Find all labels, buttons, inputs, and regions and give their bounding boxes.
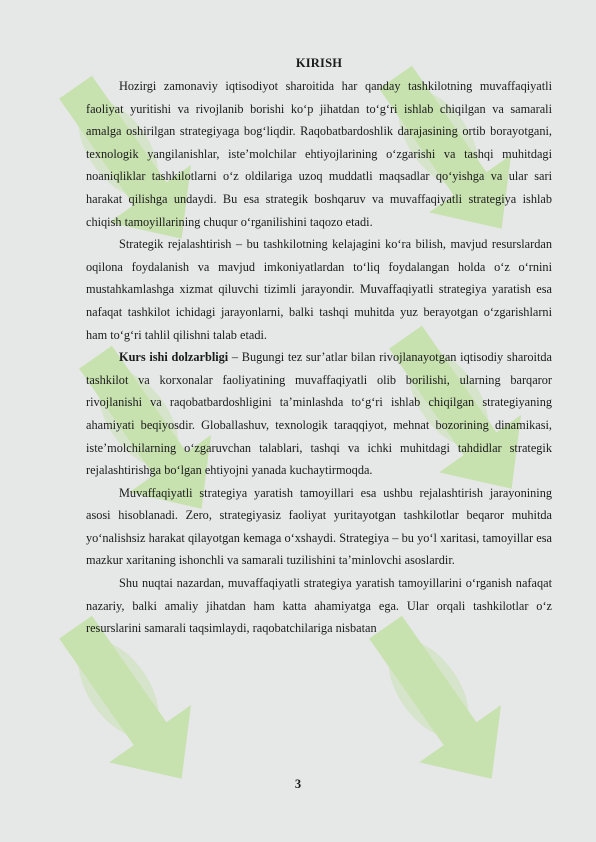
document-title: KIRISH xyxy=(295,56,343,70)
paragraph xyxy=(86,346,552,482)
paragraph xyxy=(86,482,552,572)
document-page xyxy=(86,56,552,640)
paragraph xyxy=(86,233,552,346)
paragraph-text: Shu nuqtai nazardan, muvaffaqiyatli strategiya yaratish tamoyillarini o‘rganish nafaqat nazariy, balki amaliy jihatdan ham katta ahamiyatga ega. Ular orqali tashkilotlar o‘z resurslarini samarali taqsimlaydi, raqobatchilariga nisbatan xyxy=(86,576,552,636)
paragraph xyxy=(86,572,552,640)
paragraph-lead: Kurs ishi dolzarbligi xyxy=(119,350,229,365)
paragraph-text: – Bugungi tez sur’atlar bilan rivojlanayotgan iqtisodiy sharoitda tashkilot va korxonalar faoliyatining muvaffaqiyatli olib borilishi, ularning barqaror rivojlanishi va raqobatbardoshligini ta’minlashda to‘g‘ri ishlab chiqilgan strategiyaning ahamiyati beqiyosdir. Globallashuv, texnologik taraqqiyot, mehnat bozorining dinamikasi, iste’molchilarning o‘zgaruvchan talablari, tashqi va ichki muhitdagi tahdidlar strategik rejalashtirishga bo‘lgan ehtiyojni yanada kuchaytirmoqda. xyxy=(86,350,552,478)
paragraph-text: Hozirgi zamonaviy iqtisodiyot sharoitida har qanday tashkilotning muvaffaqiyatli faoliyat yuritishi va rivojlanib borishi ko‘p jihatdan to‘g‘ri ishlab chiqilgan va samarali amalga oshirilgan strategiyaga bog‘liqdir. Raqobatbardoshlik darajasining ortib borayotgani, texnologik yangilanishlar, iste’molchilar ehtiyojlarining o‘zgarishi va tashqi muhitdagi noaniqliklar tashkilotlarni o‘z oldilariga uzoq muddatli maqsadlar qo‘yishga va ular sari harakat qilishga undaydi. Bu esa strategik boshqaruv va muvaffaqiyatli strategiya ishlab chiqish tamoyillarining chuqur o‘rganilishini taqozo etadi. xyxy=(86,79,552,229)
page-number: 3 xyxy=(294,777,302,791)
paragraph-text: Muvaffaqiyatli strategiya yaratish tamoyillari esa ushbu rejalashtirish jarayonining asosi hisoblanadi. Zero, strategiyasiz faoliyat yuritayotgan tashkilotlar beqaror muhitda yo‘nalishsiz harakat qilayotgan kemaga o‘xshaydi. Strategiya – bu yo‘l xaritasi, tamoyillar esa mazkur xaritaning ishonchli va samarali tuzilishini ta’minlovchi asoslardir. xyxy=(86,485,552,568)
paragraph xyxy=(86,75,552,233)
paragraph-text: Strategik rejalashtirish – bu tashkilotning kelajagini ko‘ra bilish, mavjud resurslardan oqilona foydalanish va mavjud imkoniyatlardan to‘liq foydalangan holda o‘z o‘rnini mustahkamlashga xizmat qiluvchi tizimli jarayondir. Muvaffaqiyatli strategiya yaratish esa nafaqat tashkilot ichidagi jarayonlarni, balki tashqi muhitda yuz berayotgan o‘zgarishlarni ham to‘g‘ri tahlil qilishni talab etadi. xyxy=(86,237,552,342)
